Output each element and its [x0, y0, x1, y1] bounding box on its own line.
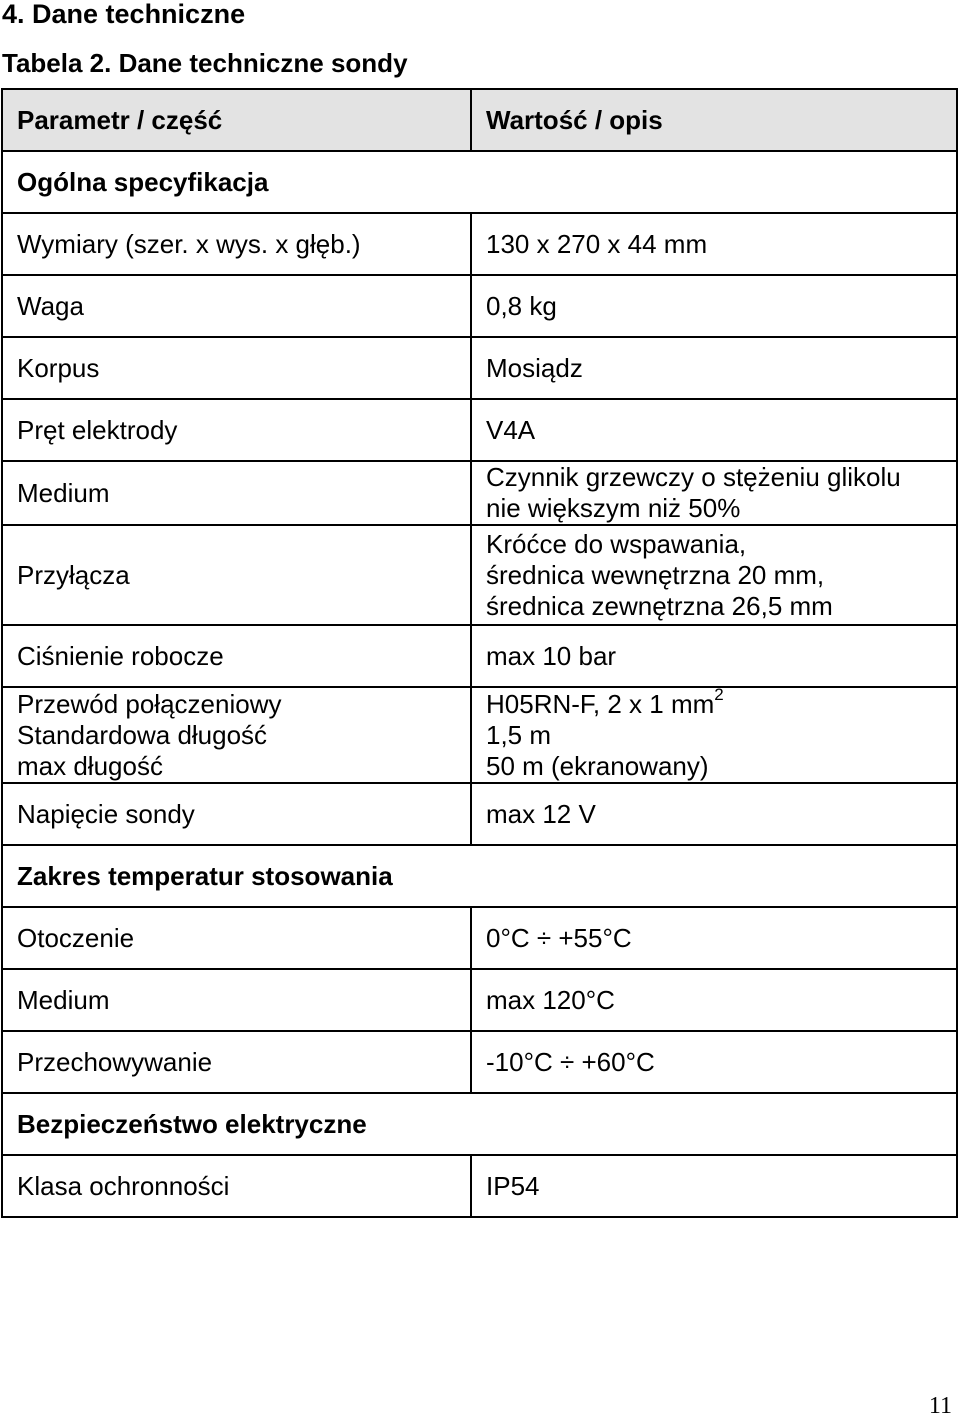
header-value: Wartość / opis: [471, 89, 957, 151]
table-row: [2, 783, 957, 845]
section-row-safety: [2, 1093, 957, 1155]
value-working-pressure: max 10 bar: [471, 625, 957, 687]
value-medium-line1: Czynnik grzewczy o stężeniu glikolu: [486, 462, 901, 492]
table-row: [2, 907, 957, 969]
value-cable-line3: 50 m (ekranowany): [486, 750, 709, 781]
value-weight: 0,8 kg: [471, 275, 957, 337]
section-temperature: Zakres temperatur stosowania: [2, 845, 957, 907]
param-body: Korpus: [2, 337, 471, 399]
value-connections: [471, 525, 957, 625]
table-row: [2, 525, 957, 625]
param-electrode-rod: Pręt elektrody: [2, 399, 471, 461]
param-medium: Medium: [2, 461, 471, 525]
param-cable-line2: Standardowa długość: [17, 719, 268, 750]
page-number: 11: [928, 1393, 952, 1419]
value-dimensions: 130 x 270 x 44 mm: [471, 213, 957, 275]
value-cable-superscript: 2: [714, 684, 724, 704]
value-medium-line2: nie większym niż 50%: [486, 493, 741, 523]
section-row-temperature: [2, 845, 957, 907]
table-row: [2, 399, 957, 461]
table-row: [2, 461, 957, 525]
value-probe-voltage: max 12 V: [471, 783, 957, 845]
value-cable-type: H05RN-F, 2 x 1 mm: [486, 688, 715, 719]
value-protection-class: IP54: [471, 1155, 957, 1217]
param-cable-line3: max długość: [17, 750, 163, 781]
value-cable-line1: [486, 684, 956, 720]
value-connections-line2: średnica wewnętrzna 20 mm,: [486, 559, 825, 590]
value-ambient: 0°C ÷ +55°C: [471, 907, 957, 969]
table-row: [2, 969, 957, 1031]
table-header-row: [2, 89, 957, 151]
param-connections: Przyłącza: [2, 525, 471, 625]
spec-table: [1, 88, 958, 1218]
table-row: [2, 1155, 957, 1217]
table-row: [2, 1031, 957, 1093]
value-cable: [471, 684, 957, 783]
table-row: [2, 337, 957, 399]
section-general: Ogólna specyfikacja: [2, 151, 957, 213]
table-row: [2, 687, 957, 783]
table-caption: Tabela 2. Dane techniczne sondy: [2, 48, 408, 78]
value-cable-line2: 1,5 m: [486, 719, 552, 750]
value-connections-line1: Króćce do wspawania,: [486, 528, 747, 559]
table-row: [2, 213, 957, 275]
value-medium: [471, 461, 957, 525]
section-row-general: [2, 151, 957, 213]
param-weight: Waga: [2, 275, 471, 337]
param-cable: [2, 687, 471, 783]
param-cable-line1: Przewód połączeniowy: [17, 688, 282, 719]
param-protection-class: Klasa ochronności: [2, 1155, 471, 1217]
value-storage: -10°C ÷ +60°C: [471, 1031, 957, 1093]
param-storage: Przechowywanie: [2, 1031, 471, 1093]
section-safety: Bezpieczeństwo elektryczne: [2, 1093, 957, 1155]
param-dimensions: Wymiary (szer. x wys. x głęb.): [2, 213, 471, 275]
value-electrode-rod: V4A: [471, 399, 957, 461]
value-medium-temp: max 120°C: [471, 969, 957, 1031]
value-connections-line3: średnica zewnętrzna 26,5 mm: [486, 590, 833, 621]
param-probe-voltage: Napięcie sondy: [2, 783, 471, 845]
section-heading: 4. Dane techniczne: [2, 0, 246, 29]
param-ambient: Otoczenie: [2, 907, 471, 969]
param-working-pressure: Ciśnienie robocze: [2, 625, 471, 687]
table-row: [2, 275, 957, 337]
param-medium-temp: Medium: [2, 969, 471, 1031]
table-row: [2, 625, 957, 687]
value-body: Mosiądz: [471, 337, 957, 399]
header-param: Parametr / część: [2, 89, 471, 151]
